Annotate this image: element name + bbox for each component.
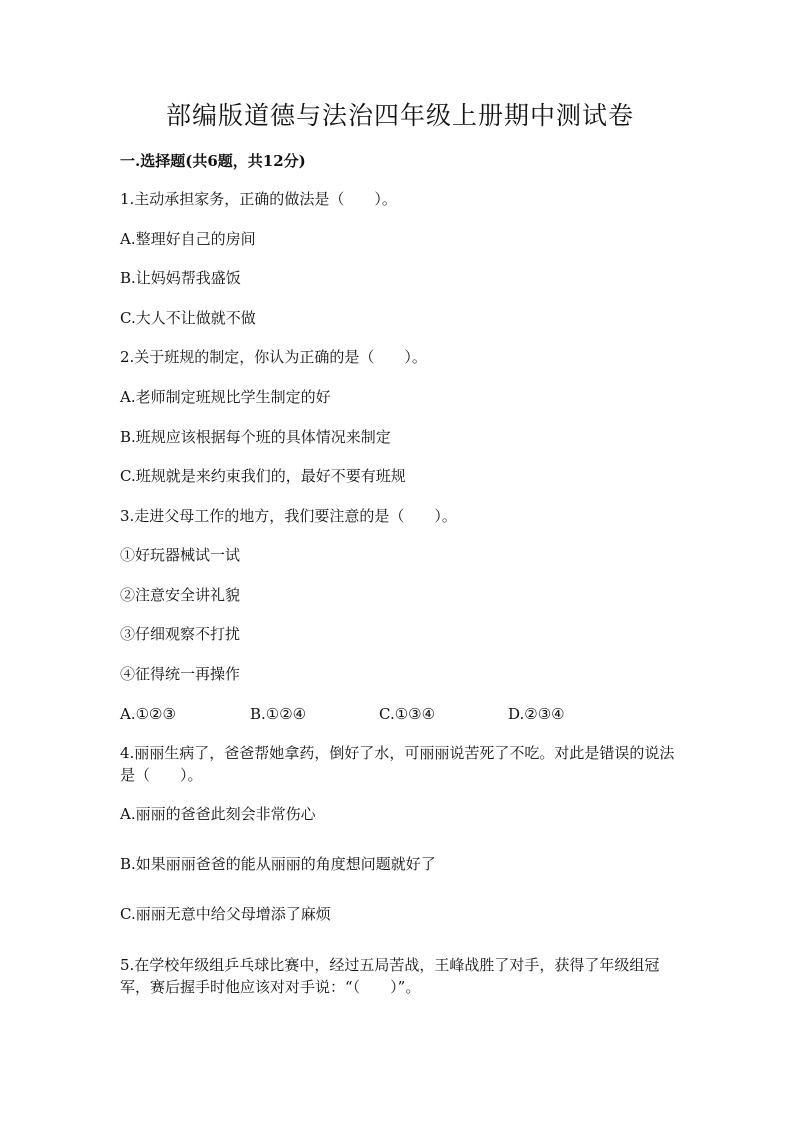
question-1-option-a: A.整理好自己的房间 — [120, 230, 256, 248]
question-3-option-d: D.②③④ — [508, 705, 565, 723]
question-2-stem: 2.关于班规的制定，你认为正确的是（ ）。 — [120, 348, 427, 366]
question-3-statement-3: ③仔细观察不打扰 — [120, 625, 241, 643]
question-3-option-c: C.①③④ — [379, 705, 436, 723]
question-3-statement-1: ①好玩器械试一试 — [120, 546, 241, 564]
question-3-option-a: A.①②③ — [120, 705, 176, 723]
question-2-option-c: C.班规就是来约束我们的，最好不要有班规 — [120, 467, 406, 485]
question-2-option-b: B.班规应该根据每个班的具体情况来制定 — [120, 428, 391, 446]
question-5-stem: 5.在学校年级组乒乓球比赛中，经过五局苦战，王峰战胜了对手，获得了年级组冠军，赛后握手时他应该对对手说：“（ ）”。 — [120, 956, 660, 996]
section-heading: 一.选择题(共6题，共12分) — [120, 152, 306, 170]
question-4-option-c: C.丽丽无意中给父母增添了麻烦 — [120, 905, 331, 923]
question-4-option-b: B.如果丽丽爸爸的能从丽丽的角度想问题就好了 — [120, 855, 436, 873]
question-4-stem: 4.丽丽生病了，爸爸帮她拿药，倒好了水，可丽丽说苦死了不吃。对此是错误的说法是（ ）。 — [120, 744, 675, 784]
question-1-option-c: C.大人不让做就不做 — [120, 309, 256, 327]
question-3-options-row — [120, 703, 680, 725]
question-2-option-a: A.老师制定班规比学生制定的好 — [120, 388, 331, 406]
question-1-stem: 1.主动承担家务，正确的做法是（ ）。 — [120, 190, 397, 208]
question-3-stem: 3.走进父母工作的地方，我们要注意的是（ ）。 — [120, 507, 457, 525]
page-title: 部编版道德与法治四年级上册期中测试卷 — [165, 101, 634, 130]
question-3-statement-2: ②注意安全讲礼貌 — [120, 586, 241, 604]
question-3-statement-4: ④征得统一再操作 — [120, 665, 241, 683]
question-1-option-b: B.让妈妈帮我盛饭 — [120, 269, 241, 287]
question-4-option-a: A.丽丽的爸爸此刻会非常伤心 — [120, 805, 316, 823]
question-3-option-b: B.①②④ — [250, 705, 307, 723]
